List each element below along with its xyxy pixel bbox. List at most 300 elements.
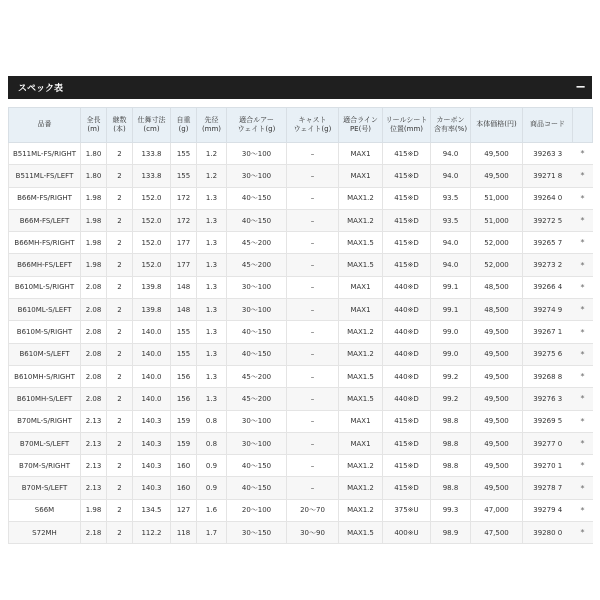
column-header-text: (mm) <box>201 125 222 133</box>
cell-reel-seat: 375※U <box>383 499 431 521</box>
cell-weight: 160 <box>171 477 197 499</box>
cell-pieces: 2 <box>107 365 133 387</box>
cell-weight: 155 <box>171 321 197 343</box>
cell-carbon: 99.3 <box>431 499 471 521</box>
cell-product-code: B610MH-S/LEFT <box>9 388 81 410</box>
cell-line-pe: MAX1.2 <box>339 321 383 343</box>
cell-reel-seat: 440※D <box>383 365 431 387</box>
column-header-text: (m) <box>87 125 100 133</box>
cell-price: 47,500 <box>471 522 523 544</box>
cell-closed-length: 133.8 <box>133 143 171 165</box>
cell-cast-weight: 30〜90 <box>287 522 339 544</box>
cell-pieces: 2 <box>107 455 133 477</box>
cell-product-code: S66M <box>9 499 81 521</box>
cell-reel-seat: 415※D <box>383 209 431 231</box>
cell-mark: * <box>573 321 593 343</box>
column-header-text: 位置(mm) <box>389 125 424 133</box>
cell-reel-seat: 415※D <box>383 477 431 499</box>
cell-carbon: 99.2 <box>431 365 471 387</box>
cell-weight: 177 <box>171 254 197 276</box>
column-header-text: キャスト <box>298 115 327 124</box>
cell-item-code: 39276 3 <box>523 388 573 410</box>
spec-panel <box>8 76 592 544</box>
column-header-text: 適合ルアー <box>239 115 274 124</box>
cell-weight: 148 <box>171 276 197 298</box>
cell-price: 49,500 <box>471 343 523 365</box>
cell-price: 49,500 <box>471 477 523 499</box>
cell-price: 52,000 <box>471 232 523 254</box>
cell-lure-weight: 30〜150 <box>227 522 287 544</box>
cell-cast-weight: – <box>287 365 339 387</box>
cell-tip-diameter: 1.3 <box>197 254 227 276</box>
cell-product-code: B610ML-S/RIGHT <box>9 276 81 298</box>
table-row <box>9 254 593 276</box>
cell-line-pe: MAX1.2 <box>339 343 383 365</box>
table-row <box>9 165 593 187</box>
section-title: スペック表 <box>18 84 64 94</box>
cell-tip-diameter: 1.3 <box>197 343 227 365</box>
cell-mark: * <box>573 143 593 165</box>
cell-mark: * <box>573 299 593 321</box>
cell-lure-weight: 30〜100 <box>227 432 287 454</box>
cell-carbon: 98.8 <box>431 477 471 499</box>
column-header-product-code <box>9 108 81 143</box>
cell-closed-length: 140.3 <box>133 477 171 499</box>
table-row <box>9 209 593 231</box>
cell-closed-length: 140.0 <box>133 343 171 365</box>
cell-cast-weight: – <box>287 432 339 454</box>
cell-item-code: 39273 2 <box>523 254 573 276</box>
cell-line-pe: MAX1 <box>339 143 383 165</box>
table-row <box>9 477 593 499</box>
cell-product-code: B610ML-S/LEFT <box>9 299 81 321</box>
cell-carbon: 94.0 <box>431 165 471 187</box>
cell-item-code: 39275 6 <box>523 343 573 365</box>
cell-pieces: 2 <box>107 143 133 165</box>
cell-length: 2.13 <box>81 432 107 454</box>
cell-item-code: 39270 1 <box>523 455 573 477</box>
cell-reel-seat: 415※D <box>383 165 431 187</box>
cell-tip-diameter: 1.3 <box>197 187 227 209</box>
cell-pieces: 2 <box>107 522 133 544</box>
cell-mark: * <box>573 209 593 231</box>
cell-price: 47,000 <box>471 499 523 521</box>
cell-cast-weight: – <box>287 343 339 365</box>
cell-mark: * <box>573 365 593 387</box>
cell-pieces: 2 <box>107 432 133 454</box>
cell-product-code: B70M-S/LEFT <box>9 477 81 499</box>
cell-tip-diameter: 1.2 <box>197 165 227 187</box>
cell-pieces: 2 <box>107 477 133 499</box>
column-header-text: ウェイト(g) <box>237 125 276 133</box>
column-header-text: 先径 <box>204 115 219 124</box>
cell-cast-weight: – <box>287 410 339 432</box>
cell-mark: * <box>573 187 593 209</box>
cell-weight: 155 <box>171 165 197 187</box>
column-header-cast-weight <box>287 108 339 143</box>
column-header-text: 商品コード <box>530 120 565 129</box>
cell-carbon: 99.0 <box>431 321 471 343</box>
cell-length: 1.80 <box>81 165 107 187</box>
cell-pieces: 2 <box>107 276 133 298</box>
cell-closed-length: 140.3 <box>133 410 171 432</box>
cell-product-code: B511ML-FS/LEFT <box>9 165 81 187</box>
cell-lure-weight: 40〜150 <box>227 209 287 231</box>
cell-reel-seat: 415※D <box>383 187 431 209</box>
cell-item-code: 39272 5 <box>523 209 573 231</box>
cell-product-code: B66M-FS/RIGHT <box>9 187 81 209</box>
column-header-reel-seat <box>383 108 431 143</box>
cell-item-code: 39277 0 <box>523 432 573 454</box>
cell-line-pe: MAX1.5 <box>339 388 383 410</box>
table-row <box>9 388 593 410</box>
cell-weight: 118 <box>171 522 197 544</box>
column-header-weight <box>171 108 197 143</box>
cell-item-code: 39279 4 <box>523 499 573 521</box>
column-header-text: リールシート <box>385 115 428 124</box>
cell-tip-diameter: 1.6 <box>197 499 227 521</box>
cell-pieces: 2 <box>107 209 133 231</box>
cell-tip-diameter: 1.3 <box>197 388 227 410</box>
cell-tip-diameter: 0.8 <box>197 432 227 454</box>
cell-weight: 160 <box>171 455 197 477</box>
cell-pieces: 2 <box>107 321 133 343</box>
cell-length: 1.98 <box>81 232 107 254</box>
cell-length: 1.80 <box>81 143 107 165</box>
cell-reel-seat: 440※D <box>383 321 431 343</box>
cell-length: 2.13 <box>81 477 107 499</box>
cell-line-pe: MAX1.2 <box>339 187 383 209</box>
cell-tip-diameter: 1.2 <box>197 143 227 165</box>
cell-carbon: 99.1 <box>431 299 471 321</box>
cell-length: 1.98 <box>81 187 107 209</box>
cell-carbon: 99.1 <box>431 276 471 298</box>
table-row <box>9 321 593 343</box>
cell-price: 49,500 <box>471 410 523 432</box>
cell-cast-weight: 20〜70 <box>287 499 339 521</box>
column-header-text: ウェイト(g) <box>293 125 332 133</box>
cell-product-code: B610M-S/LEFT <box>9 343 81 365</box>
cell-tip-diameter: 1.7 <box>197 522 227 544</box>
cell-lure-weight: 30〜100 <box>227 299 287 321</box>
cell-cast-weight: – <box>287 455 339 477</box>
cell-mark: * <box>573 432 593 454</box>
cell-product-code: B66MH-FS/LEFT <box>9 254 81 276</box>
cell-lure-weight: 45〜200 <box>227 365 287 387</box>
table-row <box>9 343 593 365</box>
cell-price: 49,500 <box>471 321 523 343</box>
table-row <box>9 187 593 209</box>
cell-price: 51,000 <box>471 187 523 209</box>
cell-lure-weight: 45〜200 <box>227 254 287 276</box>
cell-item-code: 39264 0 <box>523 187 573 209</box>
cell-lure-weight: 30〜100 <box>227 143 287 165</box>
cell-length: 2.08 <box>81 365 107 387</box>
cell-item-code: 39269 5 <box>523 410 573 432</box>
cell-price: 49,500 <box>471 365 523 387</box>
cell-lure-weight: 40〜150 <box>227 455 287 477</box>
cell-price: 49,500 <box>471 455 523 477</box>
cell-price: 52,000 <box>471 254 523 276</box>
cell-pieces: 2 <box>107 499 133 521</box>
cell-line-pe: MAX1.2 <box>339 455 383 477</box>
cell-lure-weight: 30〜100 <box>227 410 287 432</box>
cell-length: 2.08 <box>81 299 107 321</box>
cell-mark: * <box>573 477 593 499</box>
cell-closed-length: 140.3 <box>133 432 171 454</box>
cell-lure-weight: 40〜150 <box>227 477 287 499</box>
column-header-text: カーボン <box>436 115 465 124</box>
column-header-text: 品番 <box>37 120 52 129</box>
cell-closed-length: 140.0 <box>133 365 171 387</box>
cell-lure-weight: 45〜200 <box>227 388 287 410</box>
cell-lure-weight: 30〜100 <box>227 165 287 187</box>
cell-length: 2.13 <box>81 410 107 432</box>
cell-length: 2.08 <box>81 388 107 410</box>
cell-carbon: 94.0 <box>431 232 471 254</box>
column-header-text: 本体価格(円) <box>476 120 517 129</box>
cell-weight: 159 <box>171 410 197 432</box>
cell-carbon: 98.8 <box>431 410 471 432</box>
cell-weight: 156 <box>171 388 197 410</box>
cell-line-pe: MAX1 <box>339 299 383 321</box>
cell-weight: 172 <box>171 187 197 209</box>
column-header-item-code <box>523 108 573 143</box>
cell-item-code: 39271 8 <box>523 165 573 187</box>
cell-mark: * <box>573 254 593 276</box>
column-header-text: 仕舞寸法 <box>137 115 166 124</box>
cell-mark: * <box>573 232 593 254</box>
cell-lure-weight: 30〜100 <box>227 276 287 298</box>
column-header-lure-weight <box>227 108 287 143</box>
cell-reel-seat: 415※D <box>383 254 431 276</box>
cell-item-code: 39265 7 <box>523 232 573 254</box>
cell-reel-seat: 440※D <box>383 276 431 298</box>
cell-carbon: 99.2 <box>431 388 471 410</box>
cell-item-code: 39267 1 <box>523 321 573 343</box>
cell-reel-seat: 400※U <box>383 522 431 544</box>
cell-closed-length: 140.0 <box>133 321 171 343</box>
cell-lure-weight: 40〜150 <box>227 343 287 365</box>
cell-line-pe: MAX1 <box>339 410 383 432</box>
column-header-text: 含有率(%) <box>433 125 468 133</box>
cell-length: 1.98 <box>81 499 107 521</box>
section-header <box>8 76 592 99</box>
cell-tip-diameter: 1.3 <box>197 276 227 298</box>
cell-closed-length: 140.3 <box>133 455 171 477</box>
cell-price: 49,500 <box>471 143 523 165</box>
cell-line-pe: MAX1 <box>339 432 383 454</box>
cell-lure-weight: 40〜150 <box>227 321 287 343</box>
cell-line-pe: MAX1.5 <box>339 254 383 276</box>
cell-product-code: B70ML-S/LEFT <box>9 432 81 454</box>
cell-line-pe: MAX1.2 <box>339 499 383 521</box>
cell-carbon: 93.5 <box>431 209 471 231</box>
cell-lure-weight: 20〜100 <box>227 499 287 521</box>
cell-pieces: 2 <box>107 388 133 410</box>
cell-tip-diameter: 1.3 <box>197 299 227 321</box>
cell-cast-weight: – <box>287 165 339 187</box>
cell-length: 2.13 <box>81 455 107 477</box>
cell-carbon: 94.0 <box>431 254 471 276</box>
cell-closed-length: 134.5 <box>133 499 171 521</box>
cell-closed-length: 139.8 <box>133 299 171 321</box>
cell-mark: * <box>573 499 593 521</box>
table-row <box>9 143 593 165</box>
cell-lure-weight: 40〜150 <box>227 187 287 209</box>
column-header-closed-length <box>133 108 171 143</box>
table-row <box>9 365 593 387</box>
cell-reel-seat: 440※D <box>383 299 431 321</box>
cell-tip-diameter: 1.3 <box>197 365 227 387</box>
cell-reel-seat: 415※D <box>383 410 431 432</box>
cell-weight: 172 <box>171 209 197 231</box>
cell-pieces: 2 <box>107 343 133 365</box>
cell-closed-length: 152.0 <box>133 209 171 231</box>
cell-pieces: 2 <box>107 187 133 209</box>
cell-cast-weight: – <box>287 187 339 209</box>
cell-line-pe: MAX1.2 <box>339 477 383 499</box>
cell-mark: * <box>573 276 593 298</box>
cell-closed-length: 133.8 <box>133 165 171 187</box>
column-header-text: (本) <box>113 125 126 133</box>
cell-product-code: B66M-FS/LEFT <box>9 209 81 231</box>
cell-reel-seat: 440※D <box>383 388 431 410</box>
cell-product-code: B70M-S/RIGHT <box>9 455 81 477</box>
cell-reel-seat: 440※D <box>383 343 431 365</box>
table-row <box>9 499 593 521</box>
cell-item-code: 39263 3 <box>523 143 573 165</box>
column-header-mark <box>573 108 593 143</box>
column-header-text: 適合ライン <box>343 115 378 124</box>
cell-weight: 156 <box>171 365 197 387</box>
cell-product-code: B610MH-S/RIGHT <box>9 365 81 387</box>
cell-reel-seat: 415※D <box>383 232 431 254</box>
cell-product-code: B66MH-FS/RIGHT <box>9 232 81 254</box>
column-header-price <box>471 108 523 143</box>
cell-carbon: 93.5 <box>431 187 471 209</box>
column-header-text: (g) <box>178 125 189 133</box>
column-header-tip-diameter <box>197 108 227 143</box>
cell-price: 51,000 <box>471 209 523 231</box>
cell-reel-seat: 415※D <box>383 455 431 477</box>
cell-reel-seat: 415※D <box>383 143 431 165</box>
cell-lure-weight: 45〜200 <box>227 232 287 254</box>
cell-tip-diameter: 1.3 <box>197 321 227 343</box>
cell-carbon: 94.0 <box>431 143 471 165</box>
column-header-text: (cm) <box>143 125 160 133</box>
column-header-text: PE(号) <box>349 125 372 133</box>
cell-weight: 155 <box>171 343 197 365</box>
cell-pieces: 2 <box>107 410 133 432</box>
cell-item-code: 39274 9 <box>523 299 573 321</box>
cell-mark: * <box>573 343 593 365</box>
cell-length: 2.08 <box>81 343 107 365</box>
cell-length: 2.08 <box>81 321 107 343</box>
cell-tip-diameter: 1.3 <box>197 232 227 254</box>
cell-item-code: 39268 8 <box>523 365 573 387</box>
cell-length: 1.98 <box>81 209 107 231</box>
cell-line-pe: MAX1 <box>339 276 383 298</box>
cell-pieces: 2 <box>107 165 133 187</box>
cell-length: 1.98 <box>81 254 107 276</box>
cell-carbon: 98.8 <box>431 455 471 477</box>
cell-closed-length: 152.0 <box>133 232 171 254</box>
cell-length: 2.18 <box>81 522 107 544</box>
collapse-icon[interactable]: − <box>575 80 586 95</box>
cell-closed-length: 152.0 <box>133 254 171 276</box>
column-header-line-pe <box>339 108 383 143</box>
cell-product-code: B610M-S/RIGHT <box>9 321 81 343</box>
cell-line-pe: MAX1.5 <box>339 365 383 387</box>
cell-closed-length: 139.8 <box>133 276 171 298</box>
cell-product-code: S72MH <box>9 522 81 544</box>
cell-cast-weight: – <box>287 388 339 410</box>
cell-pieces: 2 <box>107 254 133 276</box>
cell-cast-weight: – <box>287 143 339 165</box>
cell-mark: * <box>573 455 593 477</box>
cell-cast-weight: – <box>287 232 339 254</box>
column-header-text: 継数 <box>112 115 127 124</box>
table-row <box>9 432 593 454</box>
cell-reel-seat: 415※D <box>383 432 431 454</box>
cell-cast-weight: – <box>287 321 339 343</box>
cell-weight: 127 <box>171 499 197 521</box>
cell-price: 49,500 <box>471 165 523 187</box>
cell-weight: 159 <box>171 432 197 454</box>
spec-table <box>8 107 593 544</box>
cell-cast-weight: – <box>287 254 339 276</box>
table-row <box>9 410 593 432</box>
cell-mark: * <box>573 165 593 187</box>
cell-cast-weight: – <box>287 299 339 321</box>
cell-mark: * <box>573 410 593 432</box>
cell-carbon: 98.9 <box>431 522 471 544</box>
cell-cast-weight: – <box>287 477 339 499</box>
column-header-pieces <box>107 108 133 143</box>
cell-pieces: 2 <box>107 299 133 321</box>
cell-price: 48,500 <box>471 276 523 298</box>
cell-cast-weight: – <box>287 276 339 298</box>
table-row <box>9 299 593 321</box>
cell-item-code: 39280 0 <box>523 522 573 544</box>
cell-cast-weight: – <box>287 209 339 231</box>
table-row <box>9 522 593 544</box>
cell-closed-length: 140.0 <box>133 388 171 410</box>
cell-carbon: 99.0 <box>431 343 471 365</box>
column-header-text: 自重 <box>176 115 191 124</box>
table-row <box>9 232 593 254</box>
cell-line-pe: MAX1.5 <box>339 522 383 544</box>
cell-tip-diameter: 0.8 <box>197 410 227 432</box>
cell-product-code: B511ML-FS/RIGHT <box>9 143 81 165</box>
cell-tip-diameter: 1.3 <box>197 209 227 231</box>
cell-closed-length: 152.0 <box>133 187 171 209</box>
cell-product-code: B70ML-S/RIGHT <box>9 410 81 432</box>
cell-line-pe: MAX1 <box>339 165 383 187</box>
column-header-length <box>81 108 107 143</box>
cell-price: 48,500 <box>471 299 523 321</box>
cell-line-pe: MAX1.2 <box>339 209 383 231</box>
cell-mark: * <box>573 522 593 544</box>
cell-length: 2.08 <box>81 276 107 298</box>
cell-price: 49,500 <box>471 432 523 454</box>
table-row <box>9 455 593 477</box>
cell-tip-diameter: 0.9 <box>197 455 227 477</box>
cell-carbon: 98.8 <box>431 432 471 454</box>
cell-weight: 177 <box>171 232 197 254</box>
cell-item-code: 39278 7 <box>523 477 573 499</box>
